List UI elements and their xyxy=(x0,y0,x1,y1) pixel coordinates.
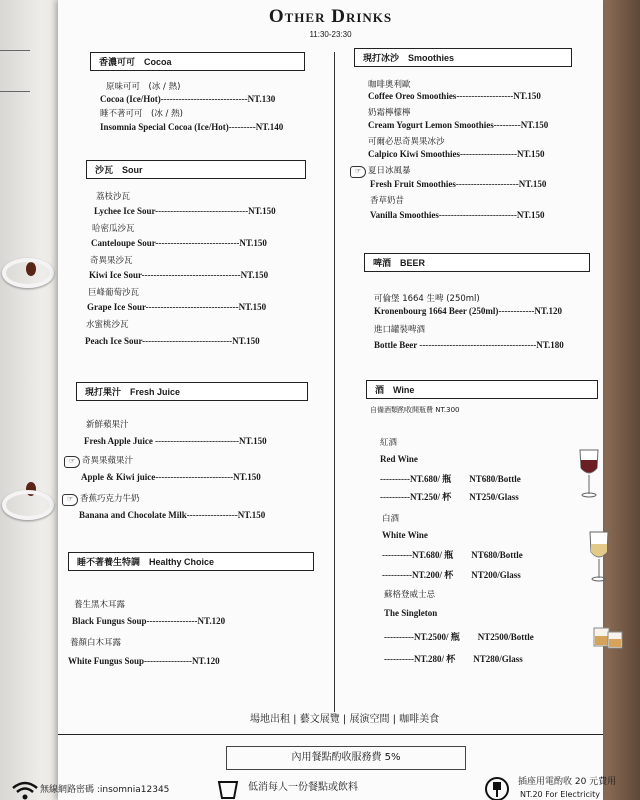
wifi-icon xyxy=(10,778,40,800)
wine-type-en: The Singleton xyxy=(384,608,438,618)
menu-item-cn: 奶霜檸檬檸 xyxy=(368,108,411,118)
menu-item: Canteloupe Sour----------------------------NT.150 xyxy=(91,238,267,248)
price-line: ----------NT.200/ 杯 NT200/Glass xyxy=(382,570,521,580)
minimum-order: 低消每人一份餐點或飲料 xyxy=(248,782,358,793)
recommend-hand-icon: ☞ xyxy=(64,456,80,468)
wine-type-cn: 蘇格登威士忌 xyxy=(384,590,436,600)
menu-item: Calpico Kiwi Smoothies-------------------NT.150 xyxy=(368,149,545,159)
menu-item-cn: 咖啡奧利歐 xyxy=(368,80,411,90)
service-fee-box: 內用餐點酌收服務費 5% xyxy=(226,746,466,770)
section-heading-wine: 酒 Wine xyxy=(366,380,598,399)
price-line: ----------NT.280/ 杯 NT280/Glass xyxy=(384,654,523,664)
section-heading-juice: 現打果汁 Fresh Juice xyxy=(76,382,308,401)
page-title: Other Drinks xyxy=(268,6,393,27)
menu-item-cn: 奇異果蘋果汁 xyxy=(82,456,134,466)
recommend-hand-icon: ☞ xyxy=(62,494,78,506)
menu-item: Fresh Fruit Smoothies---------------------NT.150 xyxy=(370,179,547,189)
wifi-password: 無線網路密碼 :insomnia12345 xyxy=(40,785,170,795)
menu-item: Black Fungus Soup-----------------NT.120 xyxy=(72,616,226,626)
menu-item: Peach Ice Sour------------------------------NT.150 xyxy=(85,336,260,346)
binder-ring xyxy=(2,258,54,288)
white-wine-glass-icon xyxy=(586,530,612,584)
wine-type-en: White Wine xyxy=(382,530,428,540)
column-divider xyxy=(334,52,335,712)
menu-item-cn: 養顏白木耳露 xyxy=(70,638,122,648)
menu-item-cn: 原味可可 (冰 / 熱) xyxy=(106,82,181,92)
red-wine-glass-icon xyxy=(576,448,602,500)
menu-item-cn: 奇異果沙瓦 xyxy=(90,256,133,266)
menu-item-cn: 香草奶昔 xyxy=(370,196,405,206)
menu-item: Kiwi Ice Sour---------------------------------NT.150 xyxy=(89,270,269,280)
section-heading-smoothies: 現打冰沙 Smoothies xyxy=(354,48,572,67)
price-line: ----------NT.250/ 杯 NT250/Glass xyxy=(380,492,519,502)
menu-item-cn: 巨峰葡萄沙瓦 xyxy=(88,288,140,298)
table-edge xyxy=(603,0,640,800)
menu-item: White Fungus Soup----------------NT.120 xyxy=(68,656,220,666)
price-line: ----------NT.680/ 瓶 NT680/Bottle xyxy=(382,550,523,560)
menu-item: Banana and Chocolate Milk-----------------NT.150 xyxy=(79,510,266,520)
price-line: ----------NT.2500/ 瓶 NT2500/Bottle xyxy=(384,632,534,642)
menu-item: Coffee Oreo Smoothies-------------------NT.150 xyxy=(368,91,541,101)
binder-ring xyxy=(2,490,54,520)
services-line: 場地出租 | 藝文展覽 | 展演空間 | 咖啡美食 xyxy=(250,714,440,725)
menu-item: Bottle Beer ---------------------------------------NT.180 xyxy=(374,340,564,350)
menu-item: Insomnia Special Cocoa (Ice/Hot)---------NT.140 xyxy=(100,122,284,132)
section-heading-sour: 沙瓦 Sour xyxy=(86,160,306,179)
menu-item: Fresh Apple Juice ----------------------------NT.150 xyxy=(84,436,267,446)
section-heading-healthy: 睡不著養生特調 Healthy Choice xyxy=(68,552,314,571)
menu-item: Kronenbourg 1664 Beer (250ml)------------NT.120 xyxy=(374,306,562,316)
menu-item-cn: 可倫堡 1664 生啤 (250ml) xyxy=(374,294,480,304)
section-heading-beer: 啤酒 BEER xyxy=(364,253,590,272)
cup-icon xyxy=(216,780,240,800)
wine-type-cn: 白酒 xyxy=(382,514,400,524)
footer-divider xyxy=(58,734,603,735)
wine-type-cn: 紅酒 xyxy=(380,438,398,448)
menu-item-cn: 進口罐裝啤酒 xyxy=(374,325,426,335)
electricity-fee: 插座用電酌收 20 元費用 xyxy=(518,777,617,787)
recommend-hand-icon: ☞ xyxy=(350,166,366,178)
menu-item: Grape Ice Sour-------------------------------NT.150 xyxy=(87,302,267,312)
menu-item-cn: 水蜜桃沙瓦 xyxy=(86,320,129,330)
menu-item-cn: 新鮮蘋果汁 xyxy=(86,420,129,430)
menu-item-cn: 養生黑木耳露 xyxy=(74,600,126,610)
menu-item-cn: 睡不著可可 (冰 / 熱) xyxy=(100,109,183,119)
menu-item: Lychee Ice Sour-------------------------------NT.150 xyxy=(94,206,276,216)
menu-item: Vanilla Smoothies--------------------------NT.150 xyxy=(370,210,545,220)
electricity-fee-en: NT.20 For Electricity xyxy=(520,790,600,799)
menu-item: Apple & Kiwi juice--------------------------NT.150 xyxy=(81,472,261,482)
section-heading-cocoa: 香濃可可 Cocoa xyxy=(90,52,305,71)
menu-item: Cocoa (Ice/Hot)-----------------------------NT.130 xyxy=(100,94,276,104)
menu-item-cn: 哈密瓜沙瓦 xyxy=(92,224,135,234)
price-line: ----------NT.680/ 瓶 NT680/Bottle xyxy=(380,474,521,484)
menu-item-cn: 荔枝沙瓦 xyxy=(96,192,131,202)
corkage-note: 自備酒類酌收開瓶費 NT.300 xyxy=(370,406,460,414)
menu-item-cn: 可爾必思奇異果冰沙 xyxy=(368,137,445,147)
menu-item-cn: 香蕉巧克力牛奶 xyxy=(80,494,140,504)
menu-item-cn: 夏日冰風暴 xyxy=(368,166,411,176)
binder-page-edge xyxy=(0,50,30,92)
whisky-glass-icon xyxy=(592,622,628,654)
menu-page xyxy=(40,0,617,800)
menu-item: Cream Yogurt Lemon Smoothies---------NT.150 xyxy=(368,120,549,130)
plug-icon xyxy=(484,776,510,800)
wine-type-en: Red Wine xyxy=(380,454,418,464)
opening-hours: 11:30-23:30 xyxy=(309,30,352,39)
